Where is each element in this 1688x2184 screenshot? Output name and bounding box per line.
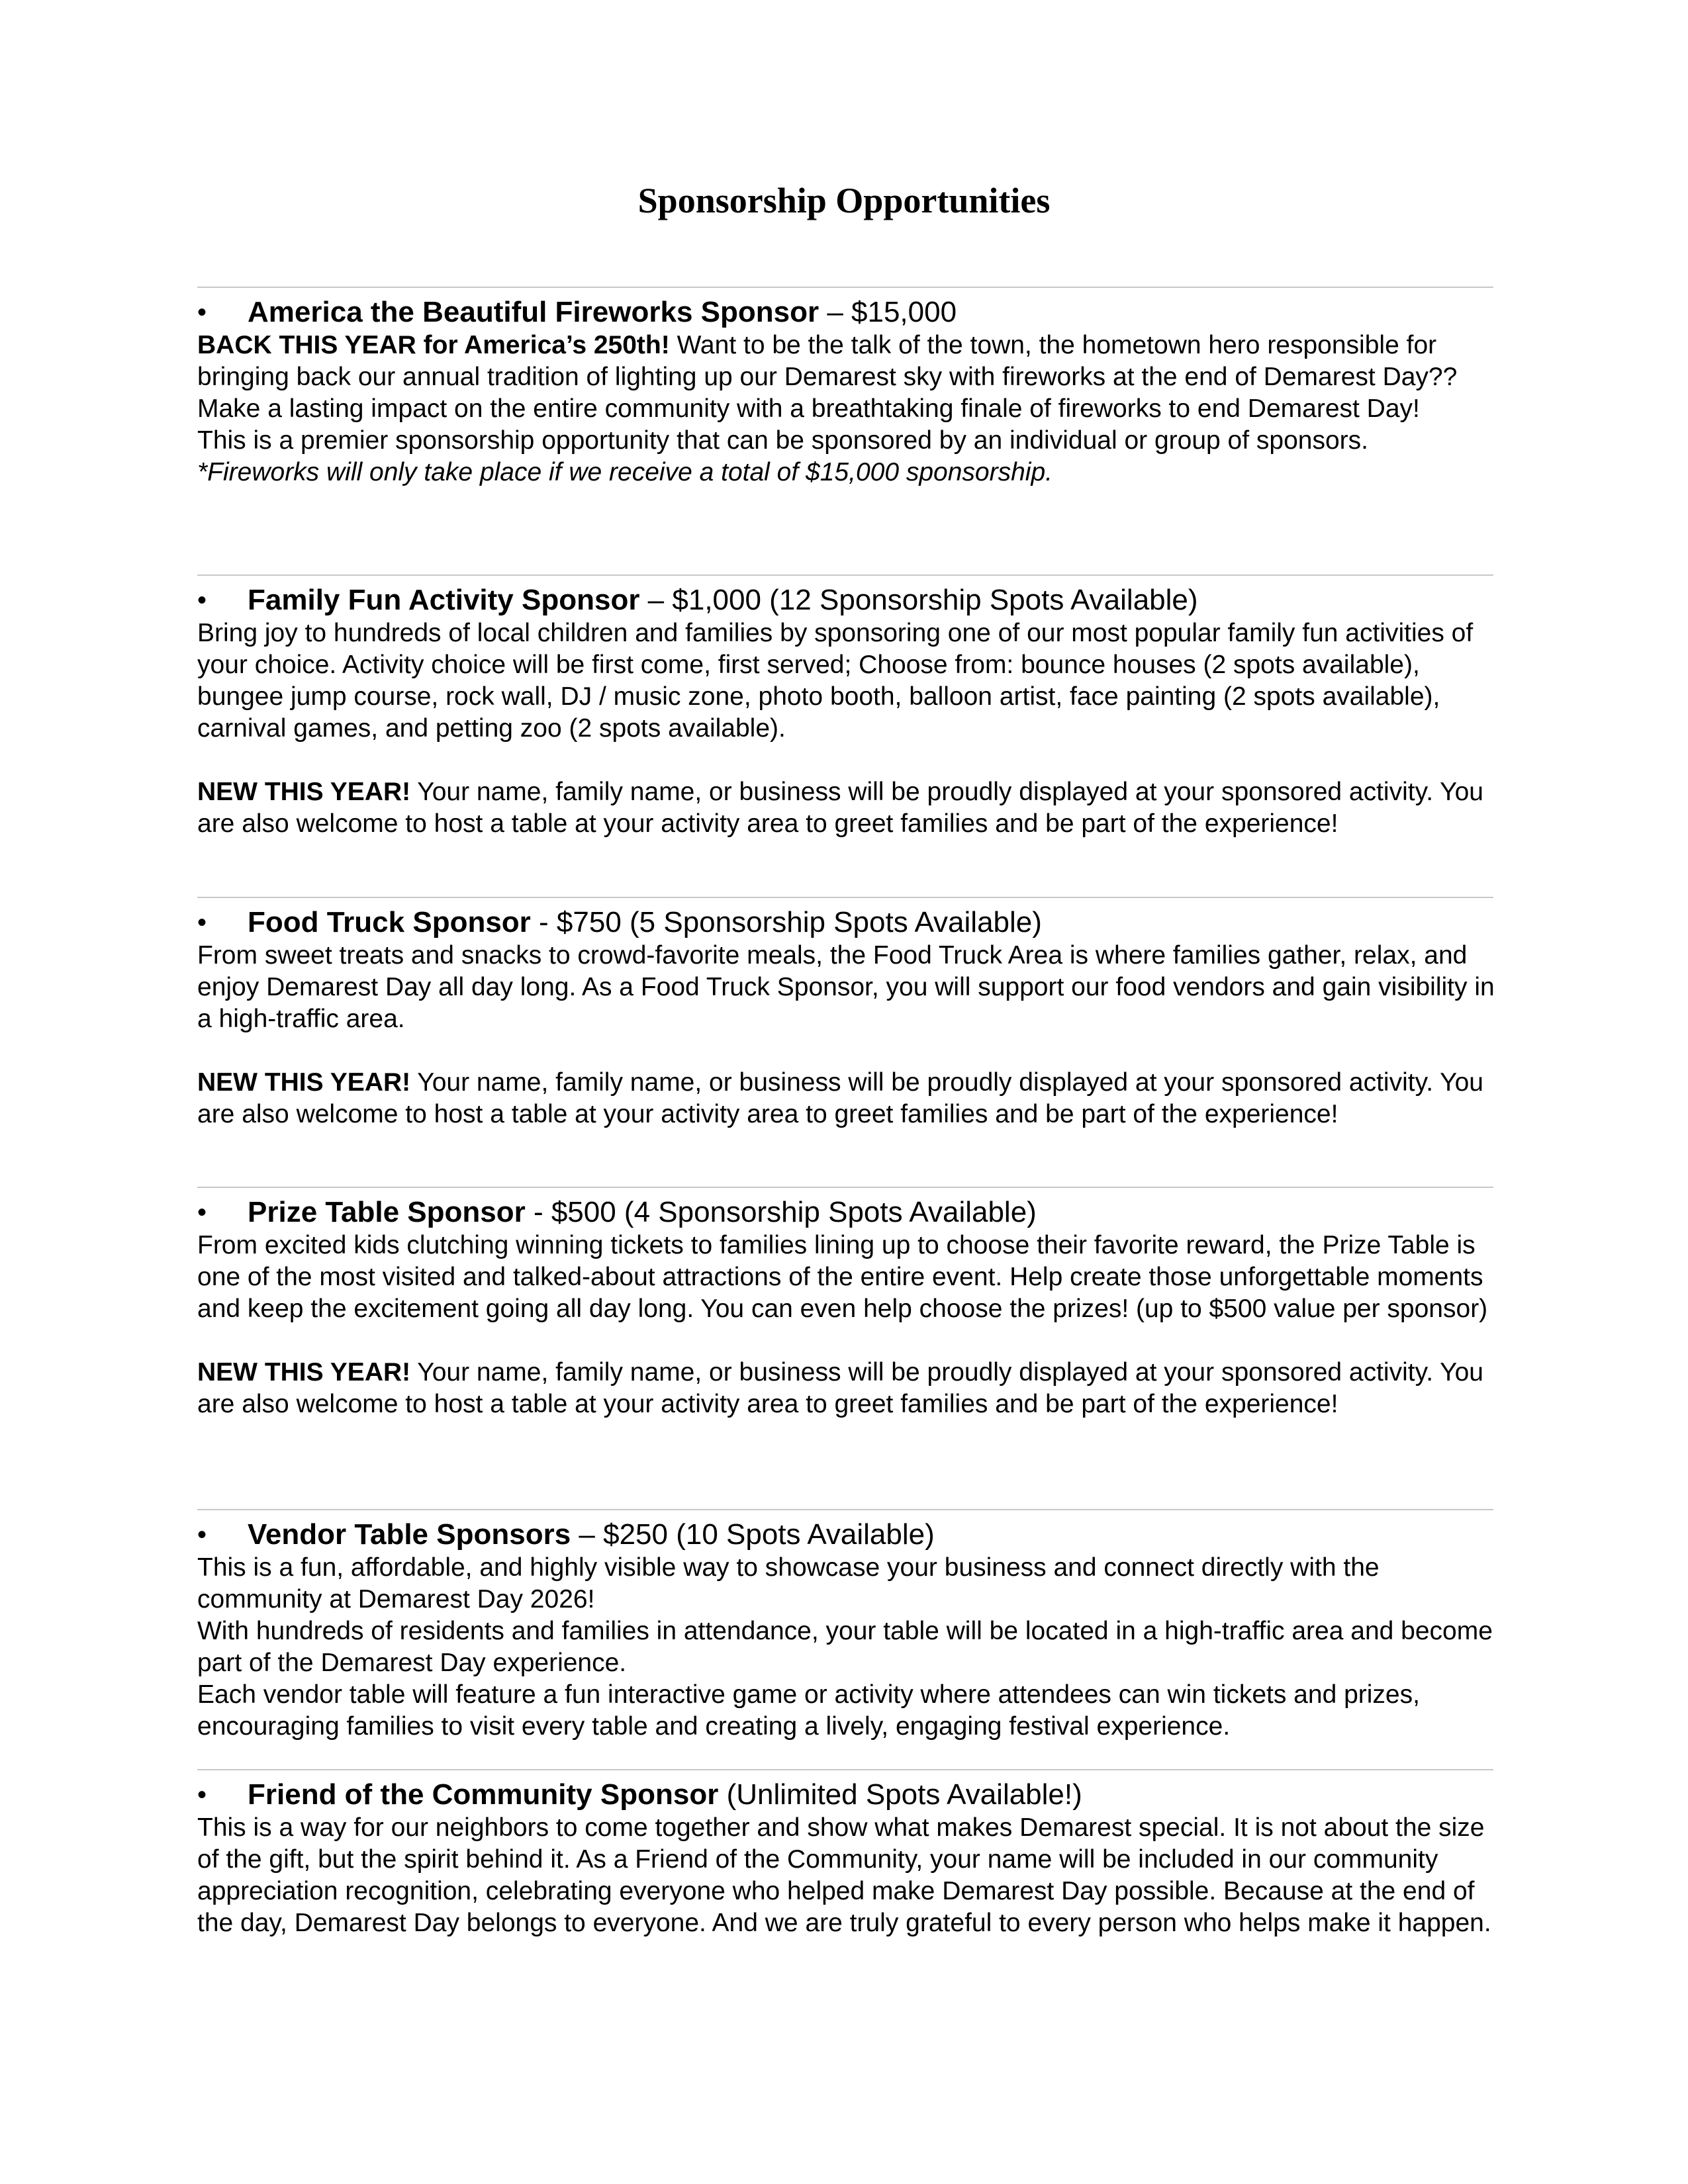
new-this-year-text: Your name, family name, or business will be proudly displayed at your sponsored activity. You are also welcome to host a table at your activity area to greet families and be part of the experience! <box>197 1068 1483 1128</box>
new-this-year-label: NEW THIS YEAR! <box>197 778 411 806</box>
sponsor-price: (Unlimited Spots Available!) <box>726 1778 1082 1811</box>
lead-text: Want to be the talk of the town, the hometown hero responsible for bringing back our annual tradition of lighting up our Demarest sky with fireworks at the end of Demarest Day?? <box>197 331 1458 391</box>
section-divider <box>197 1769 1493 1770</box>
heading-separator: – <box>571 1518 604 1551</box>
sponsor-section-prize-table <box>197 1195 1496 1420</box>
new-this-year-label: NEW THIS YEAR! <box>197 1068 411 1097</box>
page-title: Sponsorship Opportunities <box>637 181 1051 220</box>
sponsor-section-food-truck <box>197 905 1496 1130</box>
description-paragraph: This is a fun, affordable, and highly visible way to showcase your business and connect directly with the community at Demarest Day 2026! <box>197 1553 1380 1614</box>
bullet-icon: • <box>197 1198 207 1227</box>
sponsor-price: $1,000 (12 Sponsorship Spots Available) <box>672 584 1198 616</box>
description-paragraph: This is a way for our neighbors to come together and show what makes Demarest special. It is not about the size of the gift, but the spirit behind it. As a Friend of the Community, your name will be included in our community appreciation recognition, celebrating everyone who helped make Demarest Day possible. Because at the end of the day, Demarest Day belongs to everyone. And we are truly grateful to every person who helps make it happen. <box>197 1813 1491 1937</box>
sponsor-description <box>197 1812 1496 1939</box>
sponsor-name: Prize Table Sponsor <box>248 1196 526 1228</box>
new-this-year-text: Your name, family name, or business will be proudly displayed at your sponsored activity. You are also welcome to host a table at your activity area to greet families and be part of the experience! <box>197 1358 1483 1418</box>
sponsor-name: Friend of the Community Sponsor <box>248 1778 719 1811</box>
bullet-icon: • <box>197 1520 207 1549</box>
heading-separator <box>718 1778 726 1811</box>
bullet-icon: • <box>197 586 207 615</box>
section-divider <box>197 574 1493 576</box>
sponsor-price: $15,000 <box>851 296 957 328</box>
description-paragraph: Each vendor table will feature a fun interactive game or activity where attendees can win tickets and prizes, encouraging families to visit every table and creating a lively, engaging festival experience. <box>197 1680 1420 1741</box>
bullet-icon: • <box>197 908 207 937</box>
heading-separator: – <box>639 584 673 616</box>
description-paragraph: With hundreds of residents and families in attendance, your table will be located in a high-traffic area and become part of the Demarest Day experience. <box>197 1617 1493 1677</box>
sponsor-heading <box>197 1518 1496 1552</box>
sponsor-heading <box>197 295 1496 330</box>
section-divider <box>197 1509 1493 1510</box>
sponsor-heading <box>197 905 1496 940</box>
sponsor-description <box>197 617 1496 840</box>
description-paragraph: This is a premier sponsorship opportunity that can be sponsored by an individual or group of sponsors. <box>197 426 1368 455</box>
new-this-year-label: NEW THIS YEAR! <box>197 1358 411 1387</box>
sponsor-section-friend-of-community <box>197 1778 1496 1939</box>
bullet-icon: • <box>197 1780 207 1809</box>
section-divider <box>197 897 1493 898</box>
sponsor-price: $250 (10 Spots Available) <box>603 1518 935 1551</box>
sponsor-section-family-fun <box>197 583 1496 840</box>
section-divider <box>197 287 1493 288</box>
sponsor-name: Family Fun Activity Sponsor <box>248 584 640 616</box>
description-paragraph: From sweet treats and snacks to crowd-favorite meals, the Food Truck Area is where families gather, relax, and enjoy Demarest Day all day long. As a Food Truck Sponsor, you will support our food vendors and gain visibility in a high-traffic area. <box>197 941 1495 1033</box>
sponsor-name: America the Beautiful Fireworks Sponsor <box>248 296 820 328</box>
description-paragraph: Make a lasting impact on the entire community with a breathtaking finale of fireworks to end Demarest Day! <box>197 394 1420 423</box>
section-divider <box>197 1187 1493 1188</box>
description-paragraph: Bring joy to hundreds of local children and families by sponsoring one of our most popular family fun activities of your choice. Activity choice will be first come, first served; Choose from: bounce houses (2 spots available), bungee jump course, rock wall, DJ / music zone, photo booth, balloon artist, face painting (2 spots available), carnival games, and petting zoo (2 spots available). <box>197 619 1474 743</box>
sponsor-heading <box>197 583 1496 617</box>
sponsor-description <box>197 1552 1496 1743</box>
sponsor-heading <box>197 1778 1496 1812</box>
sponsor-description <box>197 330 1496 488</box>
heading-separator: - <box>525 1196 551 1228</box>
sponsor-section-fireworks <box>197 295 1496 488</box>
sponsor-name: Vendor Table Sponsors <box>248 1518 571 1551</box>
sponsor-name: Food Truck Sponsor <box>248 906 531 938</box>
heading-separator: – <box>819 296 852 328</box>
sponsor-price: $500 (4 Sponsorship Spots Available) <box>551 1196 1037 1228</box>
lead-label: BACK THIS YEAR for America’s 250th! <box>197 331 670 359</box>
heading-separator: - <box>530 906 557 938</box>
sponsor-heading <box>197 1195 1496 1230</box>
sponsor-price: $750 (5 Sponsorship Spots Available) <box>556 906 1042 938</box>
new-this-year-text: Your name, family name, or business will be proudly displayed at your sponsored activity. You are also welcome to host a table at your activity area to greet families and be part of the experience! <box>197 778 1483 838</box>
description-paragraph: From excited kids clutching winning tickets to families lining up to choose their favorite reward, the Prize Table is one of the most visited and talked-about attractions of the entire event. Help create those unforgettable moments and keep the excitement going all day long. You can even help choose the prizes! (up to $500 value per sponsor) <box>197 1231 1488 1323</box>
sponsor-section-vendor-table <box>197 1518 1496 1743</box>
sponsor-description <box>197 1230 1496 1420</box>
sponsor-description <box>197 940 1496 1130</box>
bullet-icon: • <box>197 298 207 327</box>
fireworks-note: *Fireworks will only take place if we receive a total of $15,000 sponsorship. <box>197 458 1053 486</box>
